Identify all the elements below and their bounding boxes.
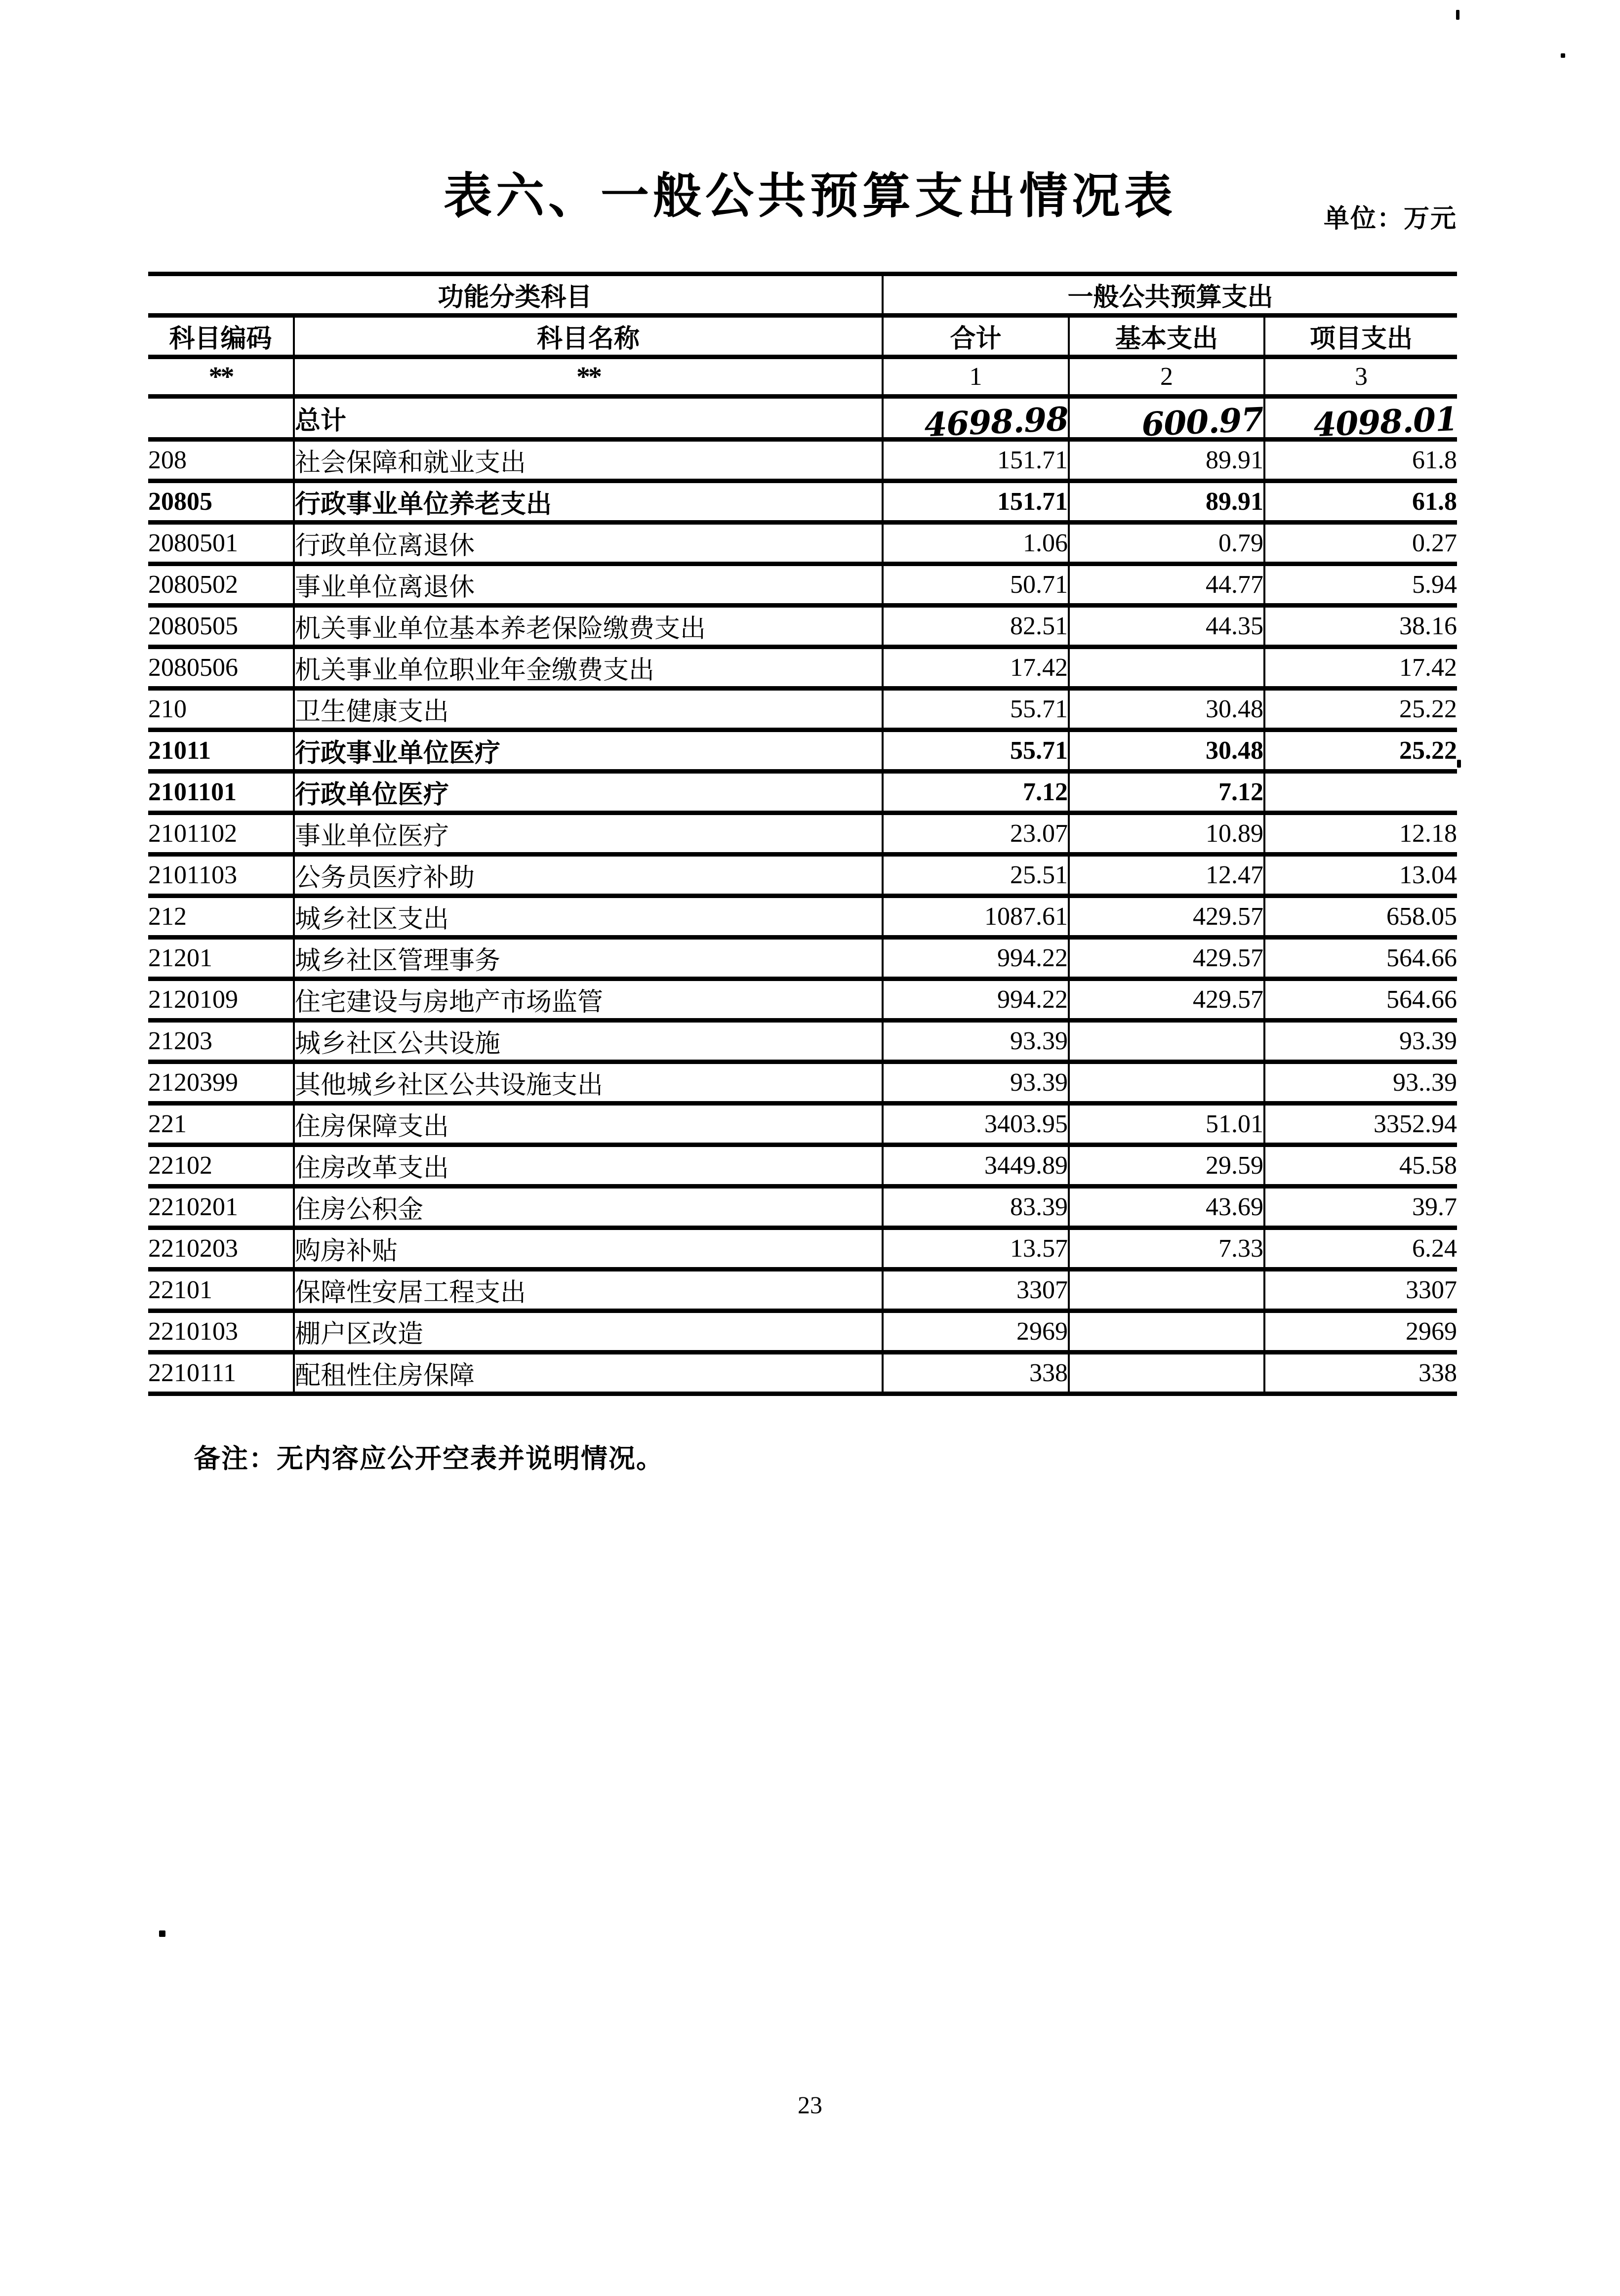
project-expenditure-value-cell: 25.22 xyxy=(1264,730,1457,772)
subject-name-cell: 城乡社区公共设施 xyxy=(294,1021,883,1062)
project-expenditure-value-cell: 61.8 xyxy=(1264,440,1457,481)
column-header-row xyxy=(148,316,1457,357)
subject-name-cell: 保障性安居工程支出 xyxy=(294,1270,883,1311)
project-expenditure-value-cell: 6.24 xyxy=(1264,1228,1457,1270)
subject-code-cell xyxy=(148,397,294,440)
subject-name-cell: 配租性住房保障 xyxy=(294,1353,883,1394)
project-expenditure-value-cell: 25.22 xyxy=(1264,689,1457,730)
subject-code-cell: 2210203 xyxy=(148,1228,294,1270)
table-row xyxy=(148,1021,1457,1062)
star-name-cell: ** xyxy=(294,357,883,397)
subject-name-cell: 其他城乡社区公共设施支出 xyxy=(294,1062,883,1104)
total-value-cell: 338 xyxy=(883,1353,1069,1394)
project-expenditure-value-cell: 93.39 xyxy=(1264,1021,1457,1062)
basic-expenditure-value-cell xyxy=(1069,397,1264,444)
subject-name-cell: 棚户区改造 xyxy=(294,1311,883,1353)
total-value-cell: 13.57 xyxy=(883,1228,1069,1270)
project-expenditure-value-cell xyxy=(1264,397,1458,445)
group-header-general-budget-expenditure: 一般公共预算支出 xyxy=(883,274,1457,316)
total-value-cell: 2969 xyxy=(883,1311,1069,1353)
total-value-cell: 1.06 xyxy=(883,523,1069,564)
handwritten-value: 600.97 xyxy=(1141,400,1264,444)
table-row xyxy=(148,1353,1457,1394)
subject-code-cell: 212 xyxy=(148,896,294,938)
subject-name-cell: 公务员医疗补助 xyxy=(294,855,883,896)
col-header-project-expenditure: 项目支出 xyxy=(1264,316,1457,357)
subject-name-cell: 行政单位离退休 xyxy=(294,523,883,564)
subject-code-cell: 221 xyxy=(148,1104,294,1145)
table-row xyxy=(148,689,1457,730)
basic-expenditure-value-cell: 7.12 xyxy=(1069,772,1264,813)
total-value-cell: 93.39 xyxy=(883,1062,1069,1104)
basic-expenditure-value-cell: 29.59 xyxy=(1069,1145,1264,1187)
star-number-row xyxy=(148,357,1457,397)
subject-code-cell: 2080506 xyxy=(148,647,294,689)
project-expenditure-value-cell: 93..39 xyxy=(1264,1062,1457,1104)
basic-expenditure-value-cell xyxy=(1069,1062,1264,1104)
scan-speck xyxy=(1457,760,1461,768)
basic-expenditure-value-cell: 429.57 xyxy=(1069,979,1264,1021)
subject-code-cell: 2120109 xyxy=(148,979,294,1021)
subject-code-cell: 2101101 xyxy=(148,772,294,813)
group-header-function-classification: 功能分类科目 xyxy=(148,274,883,316)
unit-label: 单位：万元 xyxy=(1323,204,1457,234)
column-number-1: 1 xyxy=(883,357,1069,397)
basic-expenditure-value-cell: 0.79 xyxy=(1069,523,1264,564)
table-row xyxy=(148,979,1457,1021)
subject-code-cell: 21201 xyxy=(148,938,294,979)
basic-expenditure-value-cell xyxy=(1069,1353,1264,1394)
scan-speck xyxy=(1456,10,1459,20)
star-code-cell: ** xyxy=(148,357,294,397)
basic-expenditure-value-cell xyxy=(1069,647,1264,689)
project-expenditure-value-cell: 61.8 xyxy=(1264,481,1457,523)
column-number-2: 2 xyxy=(1069,357,1264,397)
table-row xyxy=(148,606,1457,647)
project-expenditure-value-cell: 564.66 xyxy=(1264,938,1457,979)
subject-name-cell: 住房公积金 xyxy=(294,1187,883,1228)
project-expenditure-value-cell: 0.27 xyxy=(1264,523,1457,564)
project-expenditure-value-cell: 3307 xyxy=(1264,1270,1457,1311)
col-header-subject-name: 科目名称 xyxy=(294,316,883,357)
basic-expenditure-value-cell: 429.57 xyxy=(1069,938,1264,979)
table-row xyxy=(148,730,1457,772)
basic-expenditure-value-cell: 30.48 xyxy=(1069,689,1264,730)
budget-table xyxy=(148,272,1457,1396)
col-header-subject-code: 科目编码 xyxy=(148,316,294,357)
page-title: 表六、一般公共预算支出情况表 xyxy=(443,168,1176,224)
subject-code-cell: 21011 xyxy=(148,730,294,772)
subject-name-cell: 购房补贴 xyxy=(294,1228,883,1270)
total-value-cell: 151.71 xyxy=(883,440,1069,481)
subject-code-cell: 2101102 xyxy=(148,813,294,855)
table-row xyxy=(148,1270,1457,1311)
basic-expenditure-value-cell: 89.91 xyxy=(1069,481,1264,523)
column-number-3: 3 xyxy=(1264,357,1457,397)
project-expenditure-value-cell: 39.7 xyxy=(1264,1187,1457,1228)
subject-name-cell: 行政事业单位养老支出 xyxy=(294,481,883,523)
basic-expenditure-value-cell: 10.89 xyxy=(1069,813,1264,855)
subject-code-cell: 2080505 xyxy=(148,606,294,647)
table-row xyxy=(148,523,1457,564)
table-row xyxy=(148,481,1457,523)
page-number: 23 xyxy=(798,2091,822,2119)
basic-expenditure-value-cell xyxy=(1069,1311,1264,1353)
total-value-cell: 3403.95 xyxy=(883,1104,1069,1145)
handwritten-value: 4098.01 xyxy=(1312,399,1458,445)
subject-name-cell: 事业单位医疗 xyxy=(294,813,883,855)
total-value-cell: 994.22 xyxy=(883,979,1069,1021)
subject-code-cell: 2101103 xyxy=(148,855,294,896)
subject-name-cell: 行政单位医疗 xyxy=(294,772,883,813)
project-expenditure-value-cell xyxy=(1264,772,1457,813)
subject-code-cell: 22102 xyxy=(148,1145,294,1187)
table-row xyxy=(148,772,1457,813)
total-value-cell: 50.71 xyxy=(883,564,1069,606)
subject-name-cell: 机关事业单位基本养老保险缴费支出 xyxy=(294,606,883,647)
table-row xyxy=(148,1311,1457,1353)
table-row xyxy=(148,813,1457,855)
project-expenditure-value-cell: 338 xyxy=(1264,1353,1457,1394)
subject-name-cell: 总计 xyxy=(294,397,883,440)
total-value-cell: 55.71 xyxy=(883,730,1069,772)
total-value-cell: 82.51 xyxy=(883,606,1069,647)
subject-name-cell: 住房保障支出 xyxy=(294,1104,883,1145)
project-expenditure-value-cell: 12.18 xyxy=(1264,813,1457,855)
total-value-cell: 83.39 xyxy=(883,1187,1069,1228)
total-value-cell: 7.12 xyxy=(883,772,1069,813)
budget-table-area xyxy=(148,272,1457,1476)
subject-code-cell: 2210103 xyxy=(148,1311,294,1353)
subject-name-cell: 住房改革支出 xyxy=(294,1145,883,1187)
total-value-cell: 55.71 xyxy=(883,689,1069,730)
table-row xyxy=(148,1145,1457,1187)
basic-expenditure-value-cell: 429.57 xyxy=(1069,896,1264,938)
total-value-cell: 93.39 xyxy=(883,1021,1069,1062)
total-value-cell: 1087.61 xyxy=(883,896,1069,938)
basic-expenditure-value-cell xyxy=(1069,1270,1264,1311)
total-value-cell: 994.22 xyxy=(883,938,1069,979)
table-row xyxy=(148,1187,1457,1228)
subject-name-cell: 住宅建设与房地产市场监管 xyxy=(294,979,883,1021)
project-expenditure-value-cell: 13.04 xyxy=(1264,855,1457,896)
total-value-cell: 3307 xyxy=(883,1270,1069,1311)
basic-expenditure-value-cell: 44.77 xyxy=(1069,564,1264,606)
project-expenditure-value-cell: 3352.94 xyxy=(1264,1104,1457,1145)
subject-name-cell: 机关事业单位职业年金缴费支出 xyxy=(294,647,883,689)
basic-expenditure-value-cell: 12.47 xyxy=(1069,855,1264,896)
total-value-cell: 151.71 xyxy=(883,481,1069,523)
subject-code-cell: 2210111 xyxy=(148,1353,294,1394)
basic-expenditure-value-cell: 89.91 xyxy=(1069,440,1264,481)
basic-expenditure-value-cell: 7.33 xyxy=(1069,1228,1264,1270)
table-row xyxy=(148,564,1457,606)
subject-code-cell: 2120399 xyxy=(148,1062,294,1104)
table-row xyxy=(148,1062,1457,1104)
subject-code-cell: 208 xyxy=(148,440,294,481)
subject-code-cell: 21203 xyxy=(148,1021,294,1062)
basic-expenditure-value-cell: 51.01 xyxy=(1069,1104,1264,1145)
project-expenditure-value-cell: 38.16 xyxy=(1264,606,1457,647)
subject-code-cell: 22101 xyxy=(148,1270,294,1311)
subject-name-cell: 行政事业单位医疗 xyxy=(294,730,883,772)
subject-code-cell: 210 xyxy=(148,689,294,730)
project-expenditure-value-cell: 5.94 xyxy=(1264,564,1457,606)
project-expenditure-value-cell: 564.66 xyxy=(1264,979,1457,1021)
subject-name-cell: 社会保障和就业支出 xyxy=(294,440,883,481)
project-expenditure-value-cell: 17.42 xyxy=(1264,647,1457,689)
col-header-basic-expenditure: 基本支出 xyxy=(1069,316,1264,357)
project-expenditure-value-cell: 2969 xyxy=(1264,1311,1457,1353)
table-row xyxy=(148,1104,1457,1145)
table-row xyxy=(148,938,1457,979)
total-value-cell: 17.42 xyxy=(883,647,1069,689)
scan-speck xyxy=(159,1930,165,1937)
table-row xyxy=(148,397,1457,440)
scan-speck xyxy=(1561,53,1565,58)
handwritten-value: 4698.98 xyxy=(923,399,1069,445)
footnote: 备注：无内容应公开空表并说明情况。 xyxy=(194,1443,664,1474)
total-value-cell: 23.07 xyxy=(883,813,1069,855)
col-header-total: 合计 xyxy=(883,316,1069,357)
project-expenditure-value-cell: 45.58 xyxy=(1264,1145,1457,1187)
total-value-cell: 3449.89 xyxy=(883,1145,1069,1187)
table-row xyxy=(148,896,1457,938)
table-row xyxy=(148,855,1457,896)
basic-expenditure-value-cell xyxy=(1069,1021,1264,1062)
total-value-cell xyxy=(883,397,1069,445)
subject-name-cell: 卫生健康支出 xyxy=(294,689,883,730)
table-row xyxy=(148,647,1457,689)
basic-expenditure-value-cell: 43.69 xyxy=(1069,1187,1264,1228)
subject-code-cell: 2080501 xyxy=(148,523,294,564)
subject-code-cell: 2210201 xyxy=(148,1187,294,1228)
basic-expenditure-value-cell: 44.35 xyxy=(1069,606,1264,647)
subject-name-cell: 事业单位离退休 xyxy=(294,564,883,606)
basic-expenditure-value-cell: 30.48 xyxy=(1069,730,1264,772)
table-row xyxy=(148,1228,1457,1270)
project-expenditure-value-cell: 658.05 xyxy=(1264,896,1457,938)
subject-name-cell: 城乡社区管理事务 xyxy=(294,938,883,979)
table-row xyxy=(148,440,1457,481)
total-value-cell: 25.51 xyxy=(883,855,1069,896)
subject-name-cell: 城乡社区支出 xyxy=(294,896,883,938)
group-header-row xyxy=(148,274,1457,316)
subject-code-cell: 2080502 xyxy=(148,564,294,606)
subject-code-cell: 20805 xyxy=(148,481,294,523)
